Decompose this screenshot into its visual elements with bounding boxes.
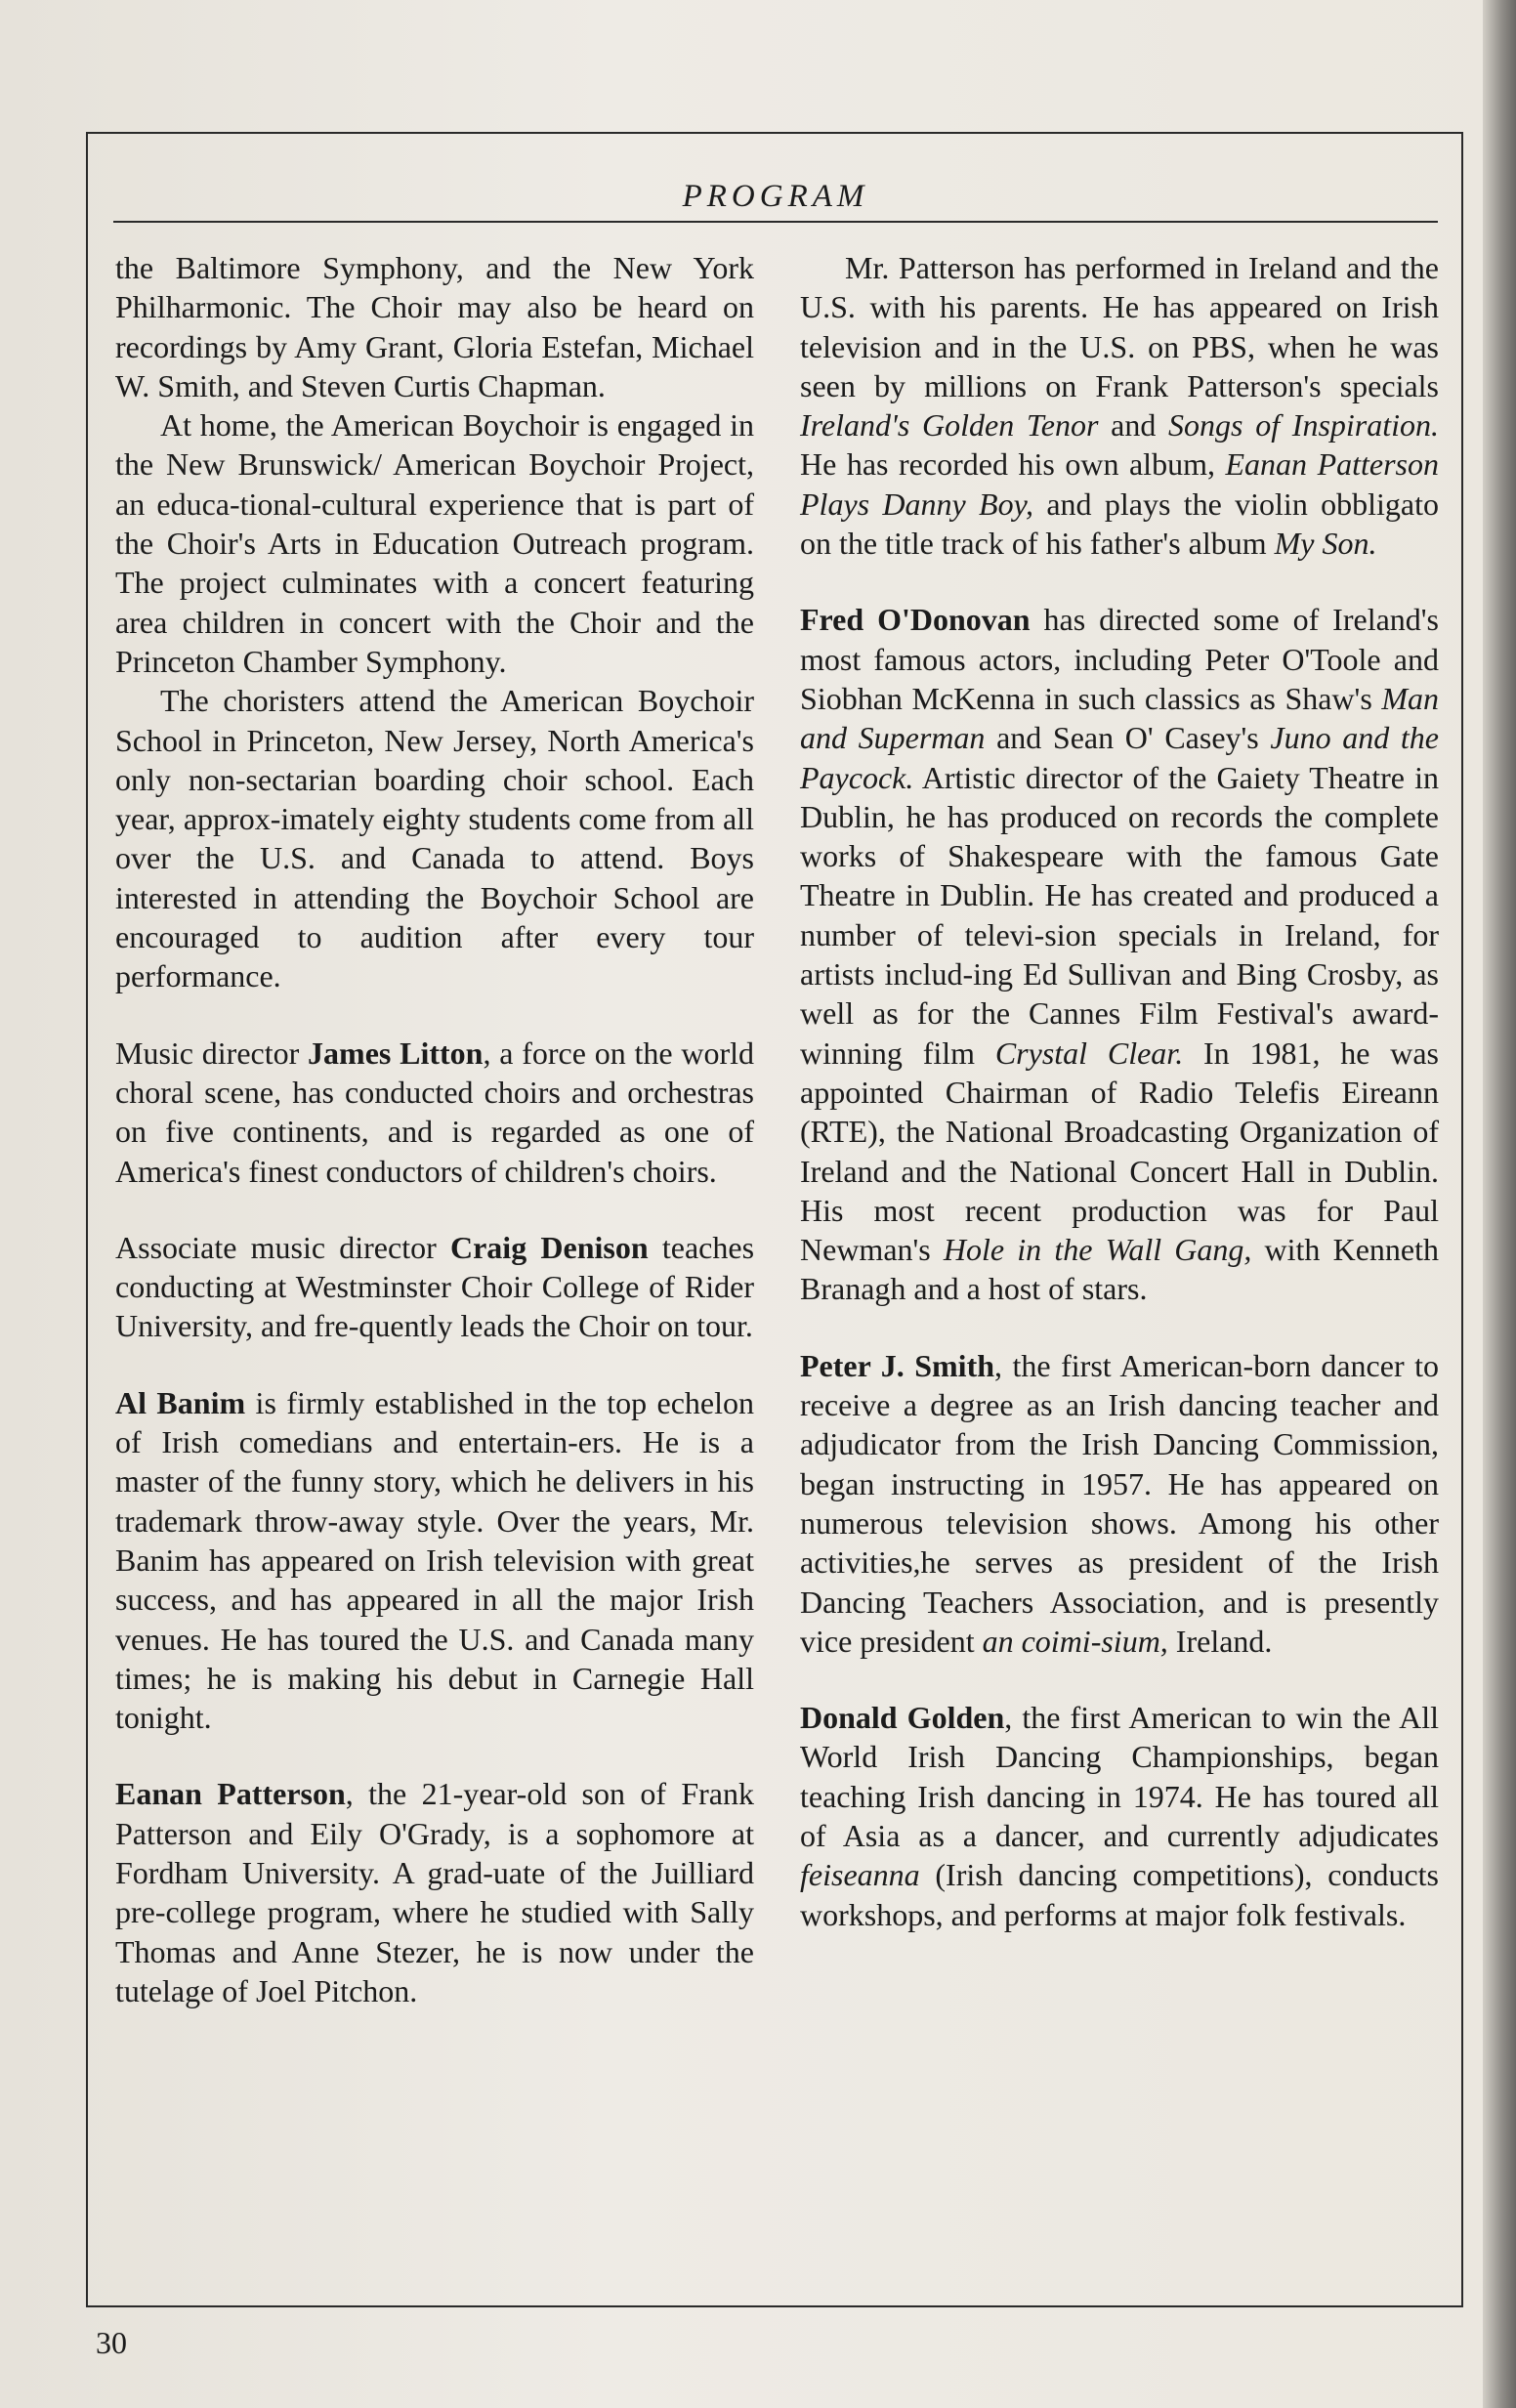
bio-eanan-patterson: Eanan Patterson, the 21-year-old son of Frank Patterson and Eily O'Grady, is a sophomore at Fordham University. A grad-uate of the Juilliard pre-college program, where he studied with Sally Thomas and Anne Stezer, he is now under the tutelage of Joel Pitchon. — [115, 1776, 754, 2008]
header-title: PROGRAM — [682, 179, 869, 214]
left-column — [115, 248, 754, 2010]
bio-donald-golden: Donald Golden, the first American to win the All World Irish Dancing Championships, began teaching Irish dancing in 1974. He has toured all of Asia as a dancer, and currently adjudicates feiseanna (Irish dancing competitions), conducts workshops, and performs at major folk festivals. — [800, 1700, 1440, 1932]
bio-al-banim: Al Banim is firmly established in the top echelon of Irish comedians and entertain-ers. He is a master of the funny story, which he delivers in his trademark throw-away style. Over the years, Mr. Banim has appeared on Irish television with great success, and has appeared in all the major Irish venues. He has toured the U.S. and Canada many times; he is making his debut in Carnegie Hall tonight. — [115, 1384, 755, 1736]
name-peter-j-smith: Peter J. Smith — [800, 1347, 995, 1383]
bio-fred-odonovan: Fred O'Donovan has directed some of Ireland's most famous actors, including Peter O'Toole and Siobhan McKenna in such classics as Shaw's Man and Superman and Sean O' Casey's Juno and the Paycock. Artistic director of the Gaiety Theatre in Dublin, he has produced on records the complete works of Shakespeare with the famous Gate Theatre in Dublin. He has created and produced a number of televi-sion specials in Ireland, for artists includ-ing Ed Sullivan and Bing Crosby, as well as for the Cannes Film Festival's award-winning film Crystal Clear. In 1981, he was appointed Chairman of Radio Telefis Eireann (RTE), the National Broadcasting Organization of Ireland and the National Concert Hall in Dublin. His most recent production was for Paul Newman's Hole in the Wall Gang, with Kenneth Branagh and a host of stars. — [800, 602, 1440, 1307]
right-column — [800, 248, 1439, 1934]
paragraph-boychoir-school: The choristers attend the American Boychoir School in Princeton, New Jersey, North America's only non-sectarian boarding choir school. Each year, approx-imately eighty students come from all over the U.S. and Canada to attend. Boys interested in attending the Boychoir School are encouraged to audition after every tour performance. — [115, 683, 754, 994]
running-header — [113, 172, 1438, 223]
name-al-banim: Al Banim — [115, 1384, 246, 1420]
name-craig-denison: Craig Denison — [449, 1229, 649, 1265]
name-fred-odonovan: Fred O'Donovan — [800, 602, 1031, 638]
name-eanan-patterson: Eanan Patterson — [115, 1776, 346, 1812]
page-number: 30 — [96, 2325, 127, 2360]
paragraph-choir-recordings: the Baltimore Symphony, and the New York Philharmonic. The Choir may also be heard on recordings by Amy Grant, Gloria Estefan, Michael W. Smith, and Steven Curtis Chapman. — [115, 250, 754, 403]
paragraph-boychoir-project: At home, the American Boychoir is engaged in the New Brunswick/ American Boychoir Project, an educa-tional-cultural experience that is part of the Choir's Arts in Education Outreach program. The project culminates with a concert featuring area children in concert with the Choir and the Princeton Chamber Symphony. — [115, 407, 754, 679]
bio-craig-denison: Associate music director Craig Denison teaches conducting at Westminster Choir College of Rider University, and fre-quently leads the Choir on tour. — [115, 1229, 755, 1344]
name-donald-golden: Donald Golden — [800, 1700, 1005, 1736]
bio-peter-j-smith: Peter J. Smith, the first American-born dancer to receive a degree as an Irish dancing teacher and adjudicator from the Irish Dancing Commission, began instructing in 1957. He has appeared on numerous television shows. Among his other activities,he serves as president of the Irish Dancing Teachers Association, and is presently vice president an coimi-sium, Ireland. — [800, 1347, 1440, 1659]
paragraph-patterson-continued: Mr. Patterson has performed in Ireland and the U.S. with his parents. He has appeared on Irish television and in the U.S. on PBS, when he was seen by millions on Frank Patterson's specials Ireland's Golden Tenor and Songs of Inspiration. He has recorded his own album, Eanan Patterson Plays Danny Boy, and plays the violin obbligato on the title track of his father's album My Son. — [800, 250, 1440, 562]
name-james-litton: James Litton — [308, 1035, 484, 1071]
binding-edge — [1483, 0, 1516, 2408]
bio-james-litton: Music director James Litton, a force on the world choral scene, has conducted choirs and orchestras on five continents, and is regarded as one of America's finest conductors of children's choirs. — [115, 1035, 755, 1189]
